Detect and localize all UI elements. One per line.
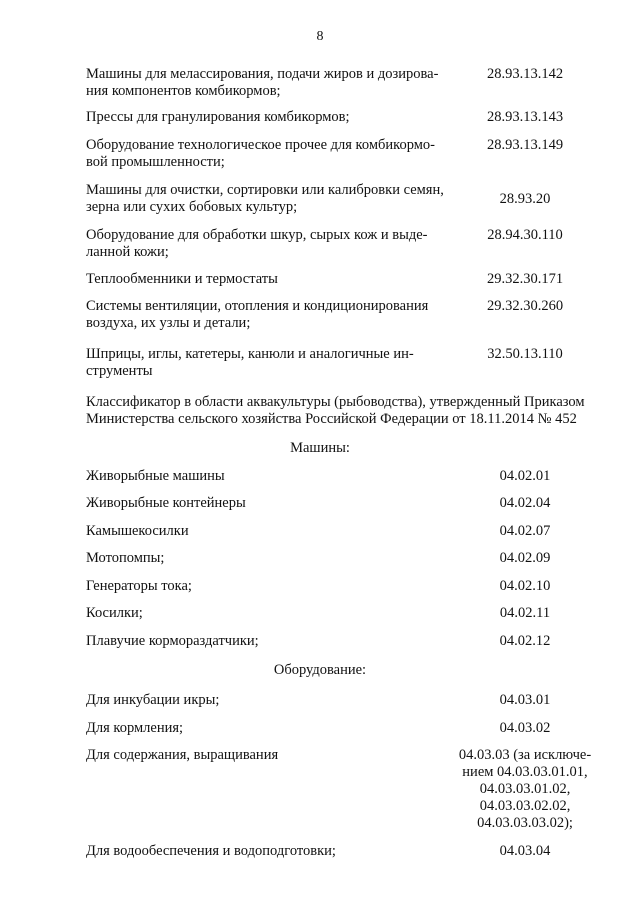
paragraph-line: Классификатор в области аквакультуры (рыбоводства), утвержденный Приказом [86,394,585,410]
item-code: 04.02.09 [499,550,551,566]
item-code: 29.32.30.171 [486,271,564,287]
item-code: 04.02.07 [499,523,551,539]
item-code: 04.02.12 [499,633,551,649]
classifier-paragraph [86,394,606,428]
item-code-line: 04.03.03 (за исключе- [458,747,592,763]
item-desc: Плавучие кормораздатчики; [86,633,259,649]
item-desc-line: Оборудование для обработки шкур, сырых кож и выде- [86,227,428,243]
item-desc: Для кормления; [86,720,184,736]
item-desc: Косилки; [86,605,143,621]
item-code-line: 04.03.03.01.02, [479,781,571,797]
item-desc: Живорыбные машины [86,468,225,484]
item-code-line: нием 04.03.03.01.01, [462,764,588,780]
item-code-line: 04.03.03.03.02); [477,815,573,831]
item-desc-line: Шприцы, иглы, катетеры, канюли и аналогичные ин- [86,346,414,362]
item-desc: Генераторы тока; [86,578,192,594]
item-code: 04.02.11 [499,605,551,621]
item-desc-line: ния компонентов комбикормов; [86,83,281,99]
item-desc-line: ланной кожи; [86,244,169,260]
item-desc-line: воздуха, их узлы и детали; [86,315,251,331]
item-desc-line: Машины для мелассирования, подачи жиров и дозирова- [86,66,439,82]
item-code: 04.03.01 [499,692,551,708]
item-code: 28.93.13.143 [486,109,564,125]
item-desc-line: Теплообменники и термостаты [86,271,278,287]
item-code: 04.02.01 [499,468,551,484]
paragraph-line: Министерства сельского хозяйства Российской Федерации от 18.11.2014 № 452 [86,411,577,427]
item-desc: Камышекосилки [86,523,189,539]
item-desc-line: Машины для очистки, сортировки или калибровки семян, [86,182,444,198]
item-desc: Для инкубации икры; [86,692,220,708]
equipment-heading: Оборудование: [273,662,367,678]
machines-heading: Машины: [290,440,350,456]
item-code: 04.03.04 [499,843,551,859]
item-desc: Для содержания, выращивания [86,747,279,763]
item-code: 28.93.13.142 [486,66,564,82]
item-code: 32.50.13.110 [487,346,563,362]
item-code: 29.32.30.260 [486,298,564,314]
item-code: 28.93.13.149 [486,137,564,153]
item-desc-line: струменты [86,363,153,379]
item-code: 28.93.20 [499,191,551,207]
item-desc-line: Прессы для гранулирования комбикормов; [86,109,350,125]
item-desc-line: Оборудование технологическое прочее для комбикормо- [86,137,435,153]
item-code: 04.03.02 [499,720,551,736]
item-desc-line: Системы вентиляции, отопления и кондиционирования [86,298,429,314]
item-code-line: 04.03.03.02.02, [479,798,571,814]
item-code: 04.02.04 [499,495,551,511]
item-desc-line: зерна или сухих бобовых культур; [86,199,298,215]
page-number: 8 [316,29,324,44]
item-code: 28.94.30.110 [487,227,563,243]
item-desc: Живорыбные контейнеры [86,495,246,511]
item-desc: Для водообеспечения и водоподготовки; [86,843,336,859]
item-desc-line: вой промышленности; [86,154,225,170]
item-desc: Мотопомпы; [86,550,165,566]
item-code: 04.02.10 [499,578,551,594]
item-code-block [450,747,600,832]
